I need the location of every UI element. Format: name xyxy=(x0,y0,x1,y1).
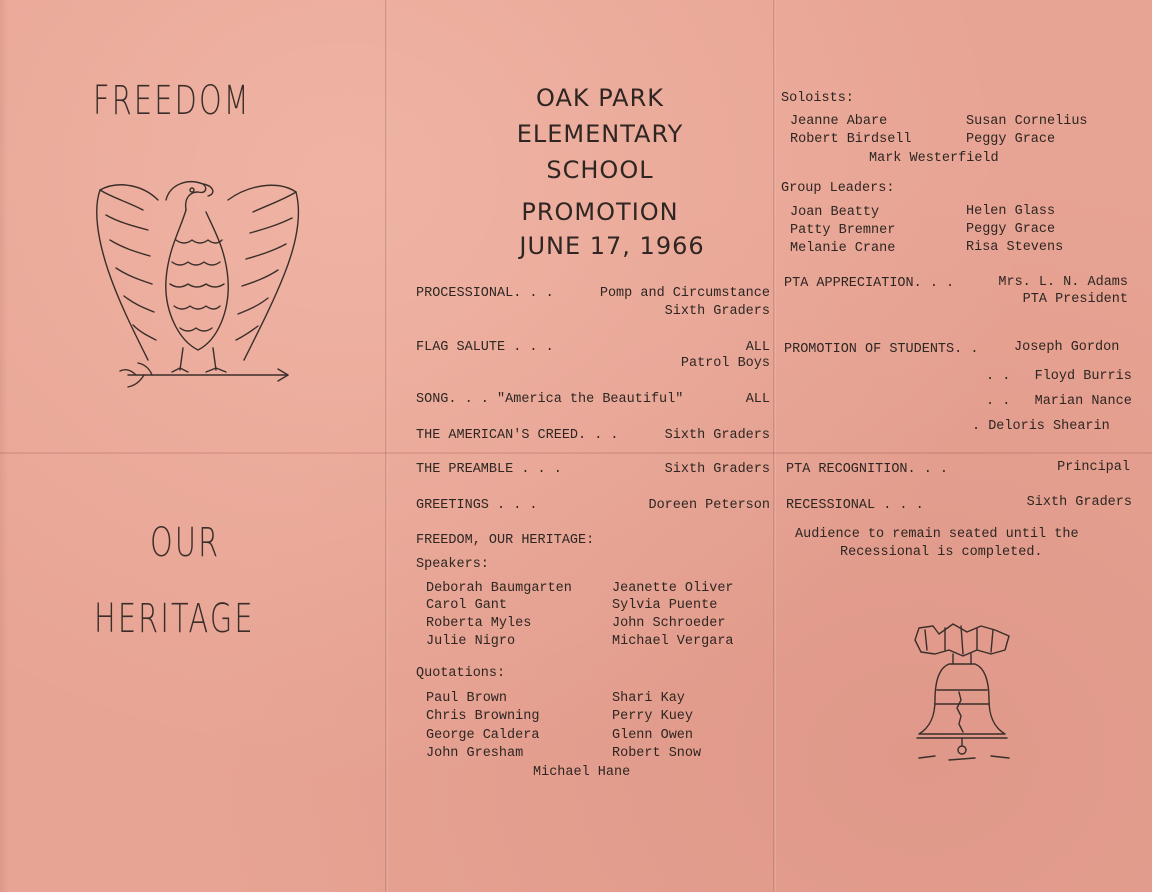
cover-heritage: HERITAGE xyxy=(94,596,255,642)
preamble-item: THE PREAMBLE . . . xyxy=(416,462,562,477)
flag-salute-detail: ALL xyxy=(745,340,770,355)
school-name-line2: ELEMENTARY xyxy=(516,120,684,148)
song-item: SONG. . . "America the Beautiful" xyxy=(416,392,684,407)
pta-recognition-item: PTA RECOGNITION. . . xyxy=(786,462,949,477)
group-leader-name: Joan Beatty xyxy=(790,205,880,220)
quotation-name: Chris Browning xyxy=(426,709,540,724)
speaker-name: Michael Vergara xyxy=(612,634,734,649)
soloist-name: Peggy Grace xyxy=(966,132,1056,147)
audience-note-line2: Recessional is completed. xyxy=(840,545,1043,560)
quotation-name: Glenn Owen xyxy=(612,728,694,743)
school-name-line1: OAK PARK xyxy=(535,84,665,112)
recessional-item: RECESSIONAL . . . xyxy=(786,498,924,513)
audience-note-line1: Audience to remain seated until the xyxy=(795,527,1079,542)
speaker-name: Carol Gant xyxy=(426,598,508,613)
promotion-item: PROMOTION OF STUDENTS. . xyxy=(784,342,979,357)
quotation-name: John Gresham xyxy=(426,746,524,761)
promotion-student-name: . . Marian Nance xyxy=(986,394,1132,409)
event-date: JUNE 17, 1966 xyxy=(519,232,705,260)
speaker-name: Deborah Baumgarten xyxy=(426,581,572,596)
greetings-item: GREETINGS . . . xyxy=(416,498,538,513)
school-name-line3: SCHOOL xyxy=(546,156,654,184)
speaker-name: Roberta Myles xyxy=(426,616,532,631)
soloist-name: Jeanne Abare xyxy=(790,114,888,129)
eagle-illustration xyxy=(88,170,308,400)
promotion-student-name: . Deloris Shearin xyxy=(972,419,1110,434)
quotation-name: Perry Kuey xyxy=(612,709,694,724)
pta-appreciation-item: PTA APPRECIATION. . . xyxy=(784,276,955,291)
speaker-name: Julie Nigro xyxy=(426,634,516,649)
pta-appreciation-detail: Mrs. L. N. Adams xyxy=(998,275,1128,290)
quotation-name: George Caldera xyxy=(426,728,540,743)
soloist-name: Mark Westerfield xyxy=(869,151,999,166)
fold-line-horizontal xyxy=(0,452,1152,454)
group-leaders-label: Group Leaders: xyxy=(781,181,895,196)
preamble-detail: Sixth Graders xyxy=(664,462,770,477)
quotation-name: Robert Snow xyxy=(612,746,702,761)
quotation-name: Shari Kay xyxy=(612,691,685,706)
group-leader-name: Helen Glass xyxy=(966,204,1056,219)
group-leader-name: Peggy Grace xyxy=(966,222,1056,237)
speakers-label: Speakers: xyxy=(416,557,489,572)
creed-item: THE AMERICAN'S CREED. . . xyxy=(416,428,619,443)
processional-item: PROCESSIONAL. . . xyxy=(416,286,554,301)
creed-detail: Sixth Graders xyxy=(664,428,770,443)
speaker-name: John Schroeder xyxy=(612,616,726,631)
processional-performer: Sixth Graders xyxy=(664,304,770,319)
group-leader-name: Melanie Crane xyxy=(790,241,896,256)
cover-freedom: FREEDOM xyxy=(93,78,251,124)
liberty-bell-illustration xyxy=(905,620,1025,770)
fold-line-right xyxy=(773,0,776,892)
group-leader-name: Patty Bremner xyxy=(790,223,896,238)
song-detail: ALL xyxy=(745,392,770,407)
flag-salute-item: FLAG SALUTE . . . xyxy=(416,340,554,355)
quotation-name: Paul Brown xyxy=(426,691,508,706)
promotion-student-name: . . Floyd Burris xyxy=(986,369,1132,384)
heritage-heading: FREEDOM, OUR HERITAGE: xyxy=(416,533,595,548)
speaker-name: Jeanette Oliver xyxy=(612,581,734,596)
greetings-detail: Doreen Peterson xyxy=(648,498,770,513)
speaker-name: Sylvia Puente xyxy=(612,598,718,613)
quotation-name: Michael Hane xyxy=(533,765,631,780)
pta-appreciation-role: PTA President xyxy=(1022,292,1128,307)
event-title: PROMOTION xyxy=(521,198,679,226)
pta-recognition-detail: Principal xyxy=(1057,460,1130,475)
flag-salute-performer: Patrol Boys xyxy=(680,356,770,371)
recessional-detail: Sixth Graders xyxy=(1026,495,1132,510)
cover-our: OUR xyxy=(150,520,221,566)
group-leader-name: Risa Stevens xyxy=(966,240,1064,255)
soloists-label: Soloists: xyxy=(781,91,854,106)
promotion-student-name: Joseph Gordon xyxy=(1014,340,1120,355)
fold-line-left xyxy=(385,0,388,892)
quotations-label: Quotations: xyxy=(416,666,506,681)
processional-detail: Pomp and Circumstance xyxy=(599,286,770,301)
soloist-name: Robert Birdsell xyxy=(790,132,912,147)
soloist-name: Susan Cornelius xyxy=(966,114,1088,129)
